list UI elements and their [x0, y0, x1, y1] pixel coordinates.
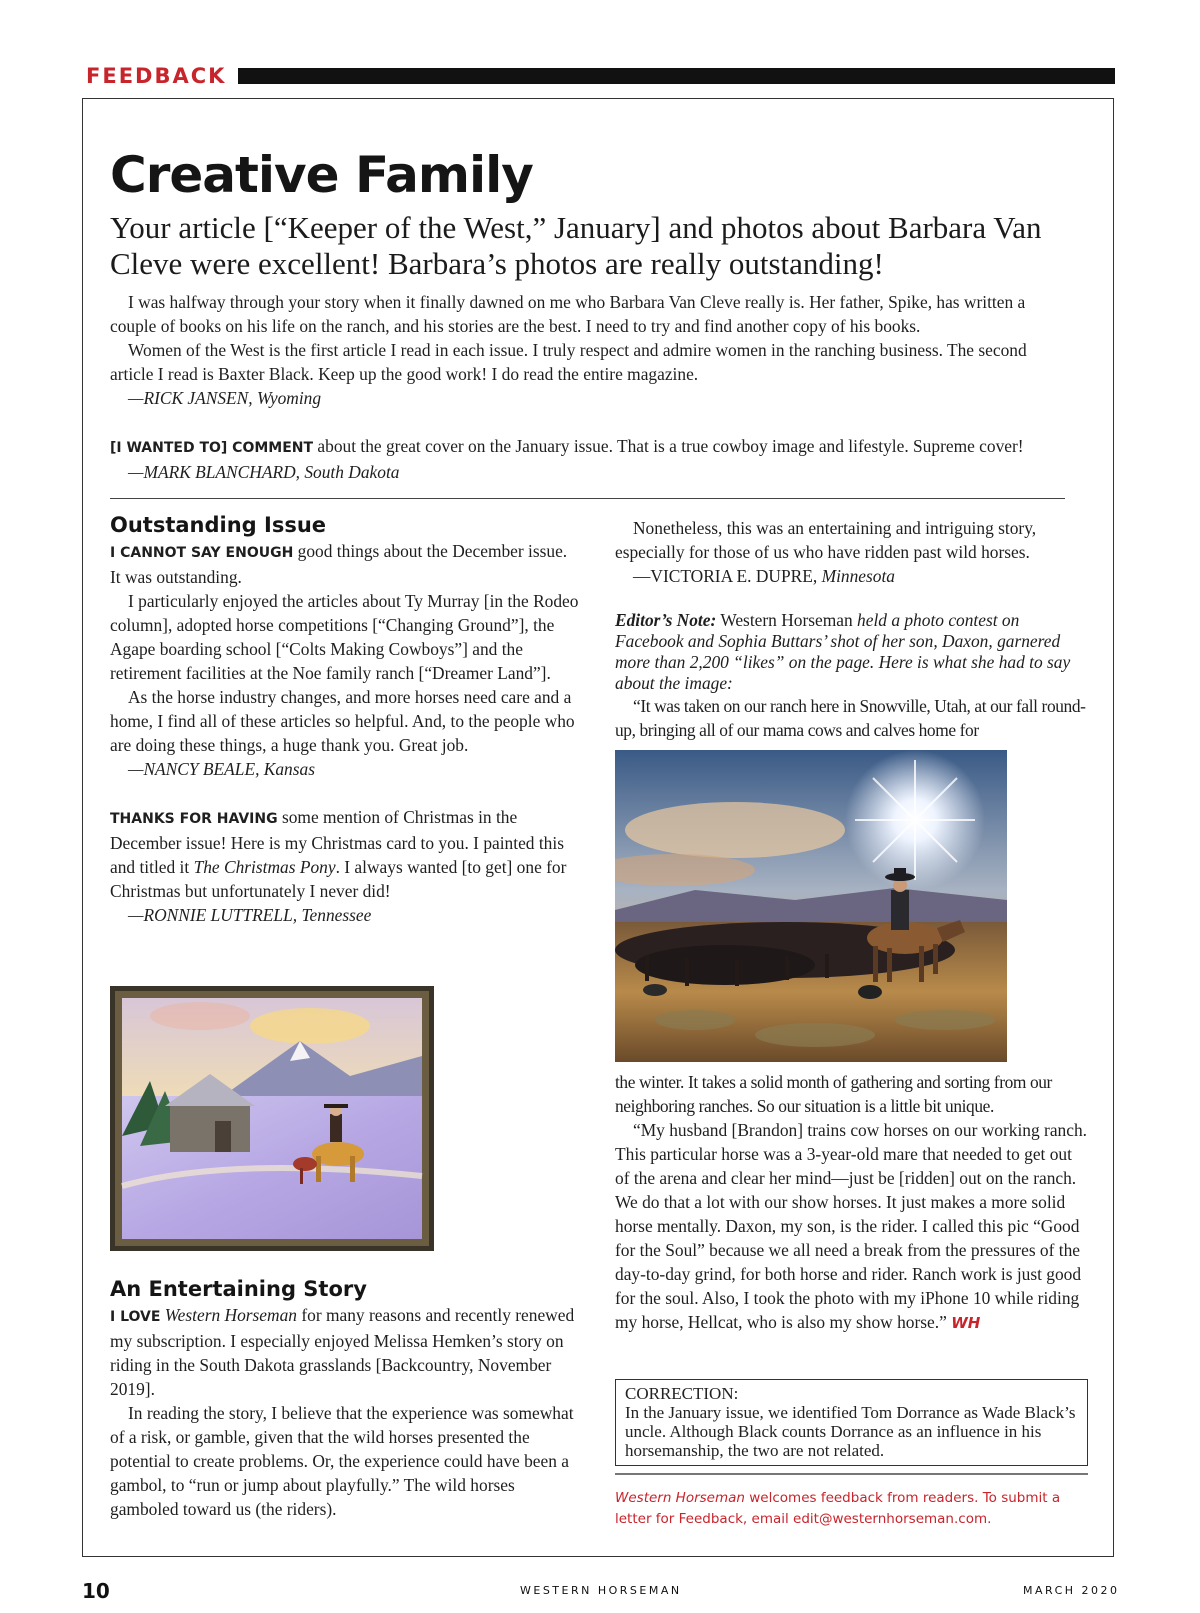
ranch-photo [615, 750, 1007, 1062]
letter-lead: I CANNOT SAY ENOUGH [110, 545, 294, 561]
footer-issue: MARCH 2020 [1023, 1584, 1120, 1597]
painting-title: The Christmas Pony [193, 857, 336, 877]
editors-note-label: Editor’s Note: [615, 610, 717, 630]
letter-signature: —RONNIE LUTTRELL, Tennessee [128, 905, 372, 925]
quote-paragraph [615, 1118, 1088, 1335]
painting-image [110, 986, 434, 1251]
letter-signature [615, 564, 1088, 588]
letter-paragraph: I particularly enjoyed the articles about Ty Murray [in the Rodeo column], adopted horse competitions [“Changing Ground”], the Agape boarding school [“Colts Making Cowboys”] and the retirement facilities at the Noe family ranch [“Dreamer Land”]. [110, 591, 579, 683]
letter-signature: —NANCY BEALE, Kansas [128, 759, 315, 779]
letter-text: some mention of Christmas in the December issue! Here is my Christmas card to you. I painted this and titled it [110, 807, 564, 877]
ranch-photo-image [615, 750, 1007, 1062]
correction-text: In the January issue, we identified Tom Dorrance as Wade Black’s uncle. Although Black counts Dorrance as an influence in his horsemanship, the two are not related. [625, 1403, 1076, 1460]
letter-paragraph: Women of the West is the first article I read in each issue. I truly respect and admire women in the ranching business. The second article I read is Baxter Black. Keep up the good work! I do read the entire magazine. [110, 340, 1027, 384]
letter-signature: —MARK BLANCHARD, South Dakota [128, 462, 400, 482]
subhead-outstanding-issue: Outstanding Issue [110, 513, 327, 537]
letter-lead: THANKS FOR HAVING [110, 811, 278, 827]
correction-label: CORRECTION: [625, 1384, 739, 1403]
letter-paragraph: Nonetheless, this was an entertaining and intriguing story, especially for those of us who have ridden past wild horses. [615, 518, 1037, 562]
letter-signature: —RICK JANSEN, Wyoming [128, 388, 322, 408]
subhead-entertaining-story: An Entertaining Story [110, 1277, 367, 1301]
letter-text: good things about the December issue. It was outstanding. [110, 541, 568, 587]
letter-christmas [110, 805, 580, 903]
magazine-name: Western Horseman [160, 1305, 297, 1325]
quote-paragraph: “It was taken on our ranch here in Snowville, Utah, at our fall round-up, bringing all of our mama cows and calves home for [615, 696, 1086, 740]
feedback-note [615, 1488, 1090, 1530]
article-title: Creative Family [110, 146, 533, 204]
section-label: FEEDBACK [86, 64, 227, 88]
editors-note [615, 610, 1088, 694]
letter-paragraph: I was halfway through your story when it finally dawned on me who Barbara Van Cleve really is. Her father, Spike, has written a couple of books on his life on the ranch, and his stories are the best. I need to try and find another copy of his books. [110, 292, 1026, 336]
left-column-lower [110, 1275, 580, 1521]
letter-rick-jansen [110, 290, 1070, 484]
section-rule [238, 68, 1115, 84]
signature-name: —VICTORIA E. DUPRE, [633, 566, 822, 586]
quote-paragraph: the winter. It takes a solid month of gathering and sorting from our neighboring ranches. So our situation is a little bit unique. [615, 1072, 1052, 1116]
correction-box [615, 1379, 1088, 1466]
quote-text: “My husband [Brandon] trains cow horses on our working ranch. This particular horse was a 3-year-old mare that needed to get out of the arena and clear her mind—just be [ridden] out on the ranch. We do that a lot with our show horses. It just makes a more solid horse mentally. Daxon, my son, is the rider. I called this pic “Good for the Soul” because we all need a break from the pressures of the day-to-day grind, for both horse and rider. Ranch work is just good for the soul. Also, I took the photo with my iPhone 10 while riding my horse, Hellcat, who is also my show horse.” [615, 1120, 1087, 1332]
letter-text: about the great cover on the January issue. That is a true cowboy image and lifestyle. Supreme cover! [313, 436, 1024, 456]
letter-paragraph [110, 539, 580, 589]
letter-text: . I always wanted [to get] one for Christmas but unfortunately I never did! [110, 857, 567, 901]
article-deck: Your article [“Keeper of the West,” January] and photos about Barbara Van Cleve were excellent! Barbara’s photos are really outstanding! [110, 210, 1042, 281]
letter-lead: [I WANTED TO] COMMENT [110, 440, 314, 456]
left-column [110, 511, 580, 927]
letter-paragraph: In reading the story, I believe that the experience was somewhat of a risk, or gamble, given that the wild horses presented the potential to create problems. Or, the experience could have been a gambol, to “run or jump about playfully.” The wild horses gamboled toward us (the riders). [110, 1403, 574, 1519]
correction-rule [615, 1473, 1088, 1475]
letter-text: for many reasons and recently renewed my subscription. I especially enjoyed Melissa Hemken’s story on riding in the South Dakota grasslands [Backcountry, November 2019]. [110, 1305, 575, 1399]
end-mark-logo: WH [951, 1314, 981, 1332]
letter-mark-blanchard [110, 434, 1070, 460]
magazine-name: Western Horseman [716, 610, 853, 630]
feedback-note-text: welcomes feedback from readers. To submit a letter for Feedback, email edit@westernhorseman.com. [615, 1490, 1061, 1527]
letter-paragraph: As the horse industry changes, and more horses need care and a home, I find all of these articles so helpful. And, to the people who are doing these things, a huge thank you. Great job. [110, 687, 575, 755]
magazine-name: Western Horseman [615, 1490, 745, 1506]
right-column-lower [615, 1070, 1088, 1335]
footer-magazine: WESTERN HORSEMAN [520, 1584, 682, 1597]
section-divider [110, 498, 1065, 499]
right-column [615, 516, 1088, 742]
christmas-pony-painting [110, 986, 434, 1251]
editors-note-text: held a photo contest on Facebook and Sophia Buttars’ shot of her son, Daxon, garnered more than 2,200 “likes” on the page. Here is what she had to say about the image: [615, 610, 1071, 693]
signature-state: Minnesota [821, 566, 895, 586]
letter-lead: I LOVE [110, 1309, 161, 1325]
letter-paragraph [110, 1303, 580, 1401]
page-number: 10 [82, 1579, 110, 1603]
